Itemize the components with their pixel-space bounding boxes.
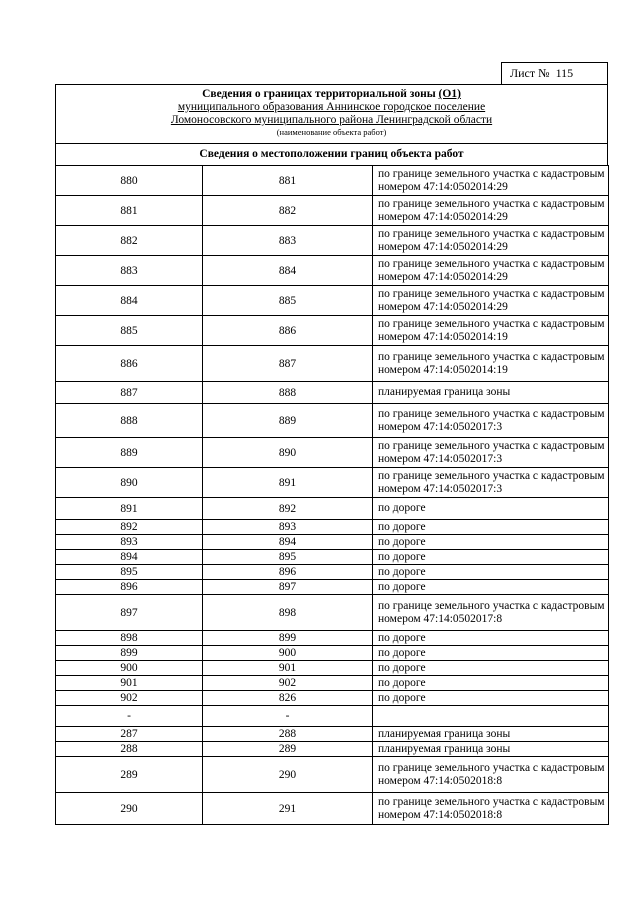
boundary-description-cell: по границе земельного участка с кадастровым номером 47:14:0502014:29 bbox=[373, 286, 609, 316]
sheet-label: Лист № bbox=[510, 66, 550, 80]
point-to-cell: 883 bbox=[203, 226, 373, 256]
point-from-cell: 892 bbox=[56, 520, 203, 535]
boundary-description-cell: по границе земельного участка с кадастровым номером 47:14:0502018:8 bbox=[373, 757, 609, 793]
boundary-description-cell: по дороге bbox=[373, 631, 609, 646]
point-from-cell: 901 bbox=[56, 676, 203, 691]
point-from-cell: 288 bbox=[56, 742, 203, 757]
boundary-table bbox=[55, 165, 609, 825]
table-row bbox=[56, 438, 609, 468]
point-to-cell: 888 bbox=[203, 382, 373, 404]
table-row bbox=[56, 661, 609, 676]
point-to-cell: 882 bbox=[203, 196, 373, 226]
point-from-cell: 885 bbox=[56, 316, 203, 346]
table-row bbox=[56, 346, 609, 382]
sheet-number-box bbox=[501, 62, 608, 84]
boundary-description-cell: по дороге bbox=[373, 661, 609, 676]
point-to-cell: - bbox=[203, 706, 373, 727]
header-caption: (наименование объекта работ) bbox=[276, 127, 387, 137]
table-row bbox=[56, 286, 609, 316]
table-row bbox=[56, 256, 609, 286]
table-row bbox=[56, 757, 609, 793]
point-from-cell: 894 bbox=[56, 550, 203, 565]
header-title-prefix: Сведения о границах территориальной зоны bbox=[202, 88, 439, 100]
header-zone-code: (О1) bbox=[438, 88, 461, 100]
table-row bbox=[56, 550, 609, 565]
table-row bbox=[56, 468, 609, 498]
boundary-table-body bbox=[56, 166, 609, 825]
boundary-description-cell: по дороге bbox=[373, 691, 609, 706]
point-from-cell: 900 bbox=[56, 661, 203, 676]
point-from-cell: 888 bbox=[56, 404, 203, 438]
table-row bbox=[56, 565, 609, 580]
point-from-cell: 890 bbox=[56, 468, 203, 498]
point-to-cell: 826 bbox=[203, 691, 373, 706]
table-row bbox=[56, 727, 609, 742]
point-from-cell: 898 bbox=[56, 631, 203, 646]
point-from-cell: 896 bbox=[56, 580, 203, 595]
boundary-description-cell: по границе земельного участка с кадастровым номером 47:14:0502017:8 bbox=[373, 595, 609, 631]
point-from-cell: 881 bbox=[56, 196, 203, 226]
table-row bbox=[56, 676, 609, 691]
point-from-cell: 899 bbox=[56, 646, 203, 661]
table-row bbox=[56, 580, 609, 595]
boundary-description-cell: планируемая граница зоны bbox=[373, 742, 609, 757]
point-from-cell: 880 bbox=[56, 166, 203, 196]
point-to-cell: 887 bbox=[203, 346, 373, 382]
point-from-cell: 289 bbox=[56, 757, 203, 793]
point-from-cell: 882 bbox=[56, 226, 203, 256]
header-district: Ломоносовского муниципального района Ленинградской области bbox=[170, 114, 493, 126]
point-to-cell: 899 bbox=[203, 631, 373, 646]
boundary-description-cell: по границе земельного участка с кадастровым номером 47:14:0502014:29 bbox=[373, 196, 609, 226]
table-row bbox=[56, 226, 609, 256]
boundary-description-cell: по границе земельного участка с кадастровым номером 47:14:0502014:29 bbox=[373, 226, 609, 256]
boundary-description-cell: по дороге bbox=[373, 646, 609, 661]
point-to-cell: 881 bbox=[203, 166, 373, 196]
table-row bbox=[56, 742, 609, 757]
point-from-cell: 887 bbox=[56, 382, 203, 404]
point-to-cell: 893 bbox=[203, 520, 373, 535]
boundary-description-cell: по дороге bbox=[373, 676, 609, 691]
boundary-description-cell: по дороге bbox=[373, 520, 609, 535]
boundary-description-cell: по границе земельного участка с кадастровым номером 47:14:0502014:19 bbox=[373, 316, 609, 346]
boundary-description-cell: по дороге bbox=[373, 535, 609, 550]
point-to-cell: 902 bbox=[203, 676, 373, 691]
table-row bbox=[56, 646, 609, 661]
boundary-description-cell: по границе земельного участка с кадастровым номером 47:14:0502018:8 bbox=[373, 793, 609, 825]
boundary-description-cell: по дороге bbox=[373, 550, 609, 565]
point-to-cell: 890 bbox=[203, 438, 373, 468]
point-to-cell: 885 bbox=[203, 286, 373, 316]
point-to-cell: 901 bbox=[203, 661, 373, 676]
point-from-cell: 897 bbox=[56, 595, 203, 631]
header-title bbox=[56, 85, 607, 101]
boundary-description-cell: по границе земельного участка с кадастровым номером 47:14:0502014:29 bbox=[373, 166, 609, 196]
boundary-description-cell bbox=[373, 706, 609, 727]
table-row bbox=[56, 520, 609, 535]
boundary-description-cell: по дороге bbox=[373, 498, 609, 520]
point-to-cell: 291 bbox=[203, 793, 373, 825]
table-row bbox=[56, 498, 609, 520]
table-row bbox=[56, 691, 609, 706]
table-row bbox=[56, 535, 609, 550]
point-to-cell: 892 bbox=[203, 498, 373, 520]
point-to-cell: 897 bbox=[203, 580, 373, 595]
point-to-cell: 886 bbox=[203, 316, 373, 346]
point-from-cell: 893 bbox=[56, 535, 203, 550]
point-from-cell: 883 bbox=[56, 256, 203, 286]
header-municipality: муниципального образования Аннинское городское поселение bbox=[177, 101, 486, 113]
table-row bbox=[56, 316, 609, 346]
document-header bbox=[55, 84, 608, 144]
boundary-description-cell: по границе земельного участка с кадастровым номером 47:14:0502017:3 bbox=[373, 404, 609, 438]
point-from-cell: 287 bbox=[56, 727, 203, 742]
boundary-description-cell: по границе земельного участка с кадастровым номером 47:14:0502014:29 bbox=[373, 256, 609, 286]
point-to-cell: 900 bbox=[203, 646, 373, 661]
point-to-cell: 889 bbox=[203, 404, 373, 438]
point-from-cell: 290 bbox=[56, 793, 203, 825]
point-from-cell: 889 bbox=[56, 438, 203, 468]
boundary-description-cell: планируемая граница зоны bbox=[373, 382, 609, 404]
table-row bbox=[56, 404, 609, 438]
point-to-cell: 288 bbox=[203, 727, 373, 742]
point-to-cell: 895 bbox=[203, 550, 373, 565]
point-from-cell: 891 bbox=[56, 498, 203, 520]
point-from-cell: 886 bbox=[56, 346, 203, 382]
point-to-cell: 898 bbox=[203, 595, 373, 631]
boundary-description-cell: по дороге bbox=[373, 580, 609, 595]
boundary-description-cell: планируемая граница зоны bbox=[373, 727, 609, 742]
boundary-description-cell: по границе земельного участка с кадастровым номером 47:14:0502017:3 bbox=[373, 438, 609, 468]
point-to-cell: 289 bbox=[203, 742, 373, 757]
sheet-number: 115 bbox=[555, 66, 574, 80]
point-to-cell: 894 bbox=[203, 535, 373, 550]
point-from-cell: - bbox=[56, 706, 203, 727]
boundary-description-cell: по границе земельного участка с кадастровым номером 47:14:0502014:19 bbox=[373, 346, 609, 382]
point-to-cell: 896 bbox=[203, 565, 373, 580]
point-to-cell: 290 bbox=[203, 757, 373, 793]
table-row bbox=[56, 166, 609, 196]
point-from-cell: 902 bbox=[56, 691, 203, 706]
table-row bbox=[56, 595, 609, 631]
point-from-cell: 884 bbox=[56, 286, 203, 316]
point-from-cell: 895 bbox=[56, 565, 203, 580]
point-to-cell: 891 bbox=[203, 468, 373, 498]
table-row bbox=[56, 706, 609, 727]
table-row bbox=[56, 382, 609, 404]
boundary-description-cell: по границе земельного участка с кадастровым номером 47:14:0502017:3 bbox=[373, 468, 609, 498]
table-row bbox=[56, 196, 609, 226]
table-row bbox=[56, 793, 609, 825]
section-title: Сведения о местоположении границ объекта работ bbox=[55, 144, 608, 166]
point-to-cell: 884 bbox=[203, 256, 373, 286]
boundary-description-cell: по дороге bbox=[373, 565, 609, 580]
table-row bbox=[56, 631, 609, 646]
